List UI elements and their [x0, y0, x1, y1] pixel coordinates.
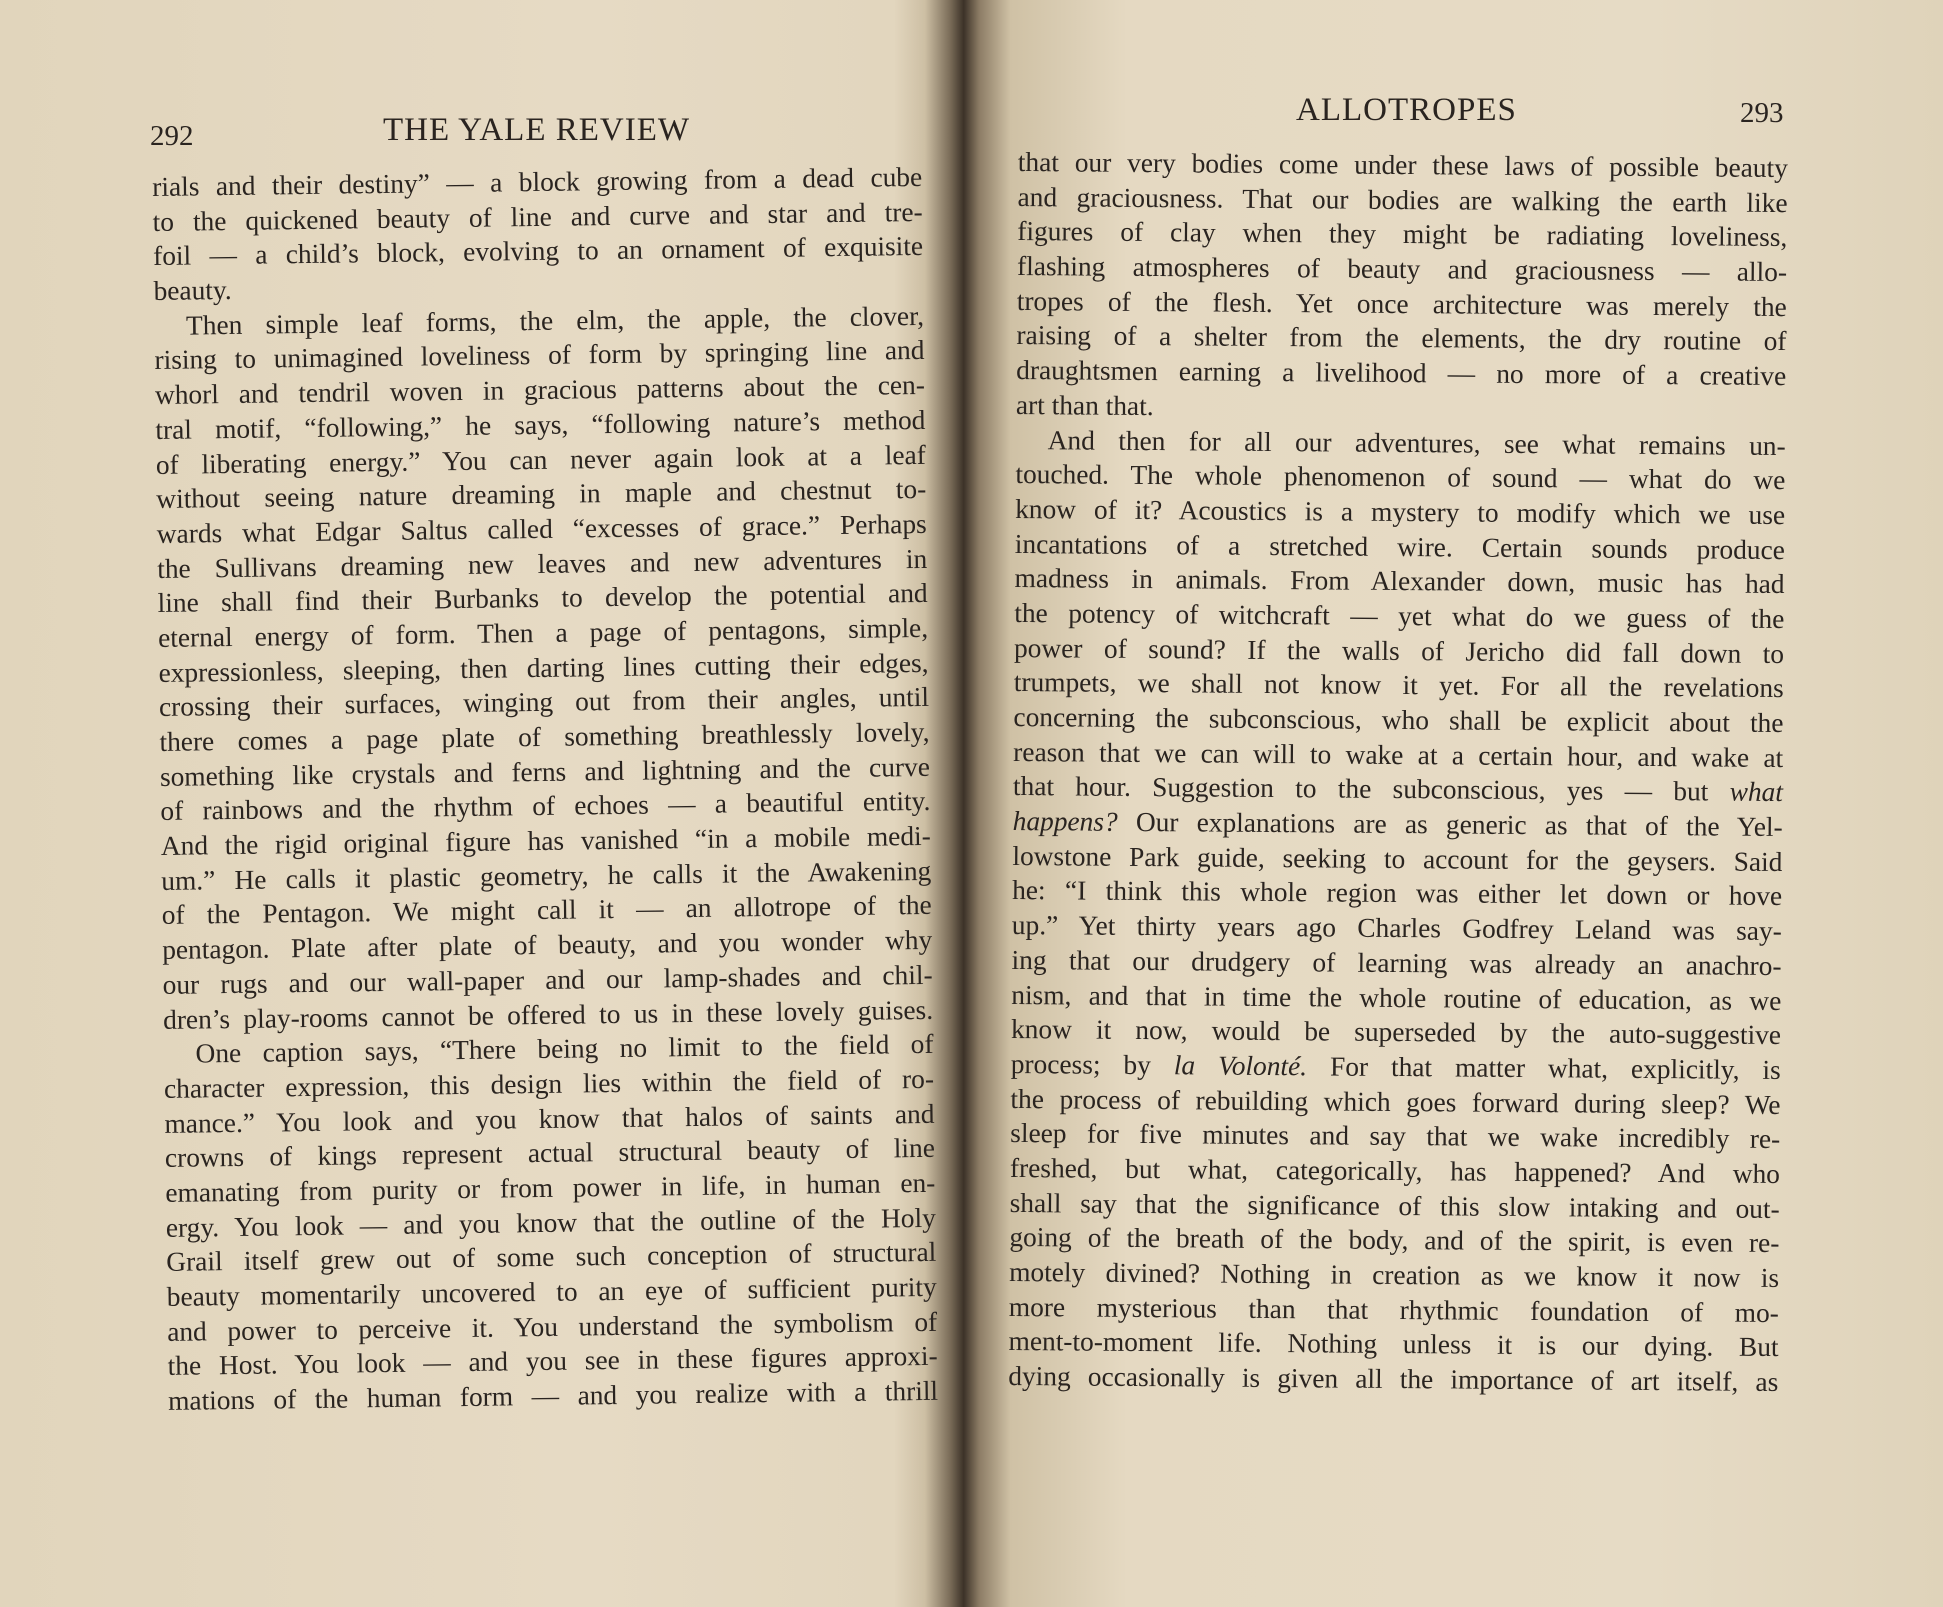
- text-line: madness in animals. From Alexander down, music has had: [1014, 563, 1785, 600]
- text-line: ergy. You look — and you know that the outline of the Holy: [165, 1202, 936, 1243]
- text-line: beauty momentarily uncovered to an eye of sufficient purity: [166, 1271, 937, 1312]
- text-line: more mysterious than that rhythmic foundation of mo-: [1008, 1291, 1779, 1328]
- text-line: the potency of witchcraft — yet what do we guess of the: [1014, 597, 1785, 634]
- text-line: touched. The whole phenomenon of sound — what do we: [1015, 459, 1786, 496]
- text-line: sleep for five minutes and say that we wake incredibly re-: [1010, 1118, 1781, 1155]
- left-page: [0, 0, 960, 1607]
- text-line: of rainbows and the rhythm of echoes — a beautiful entity.: [160, 786, 931, 827]
- text-line: [1011, 1047, 1781, 1088]
- text-line: that our very bodies come under these laws of possible beauty: [1017, 146, 1788, 184]
- text-line: character expression, this design lies within the field of ro-: [163, 1063, 935, 1104]
- text-line: the Sullivans dreaming new leaves and new adventures in: [157, 543, 928, 584]
- text-line: motely divined? Nothing in creation as we know it now is: [1009, 1256, 1780, 1294]
- text-line: he: “I think this whole region was either let down or hove: [1012, 875, 1783, 912]
- text-line: draughtsmen earning a livelihood — no more of a creative: [1016, 355, 1787, 392]
- text-line: um.” He calls it plastic geometry, he calls it the Awakening: [161, 855, 932, 896]
- text-line: beauty.: [153, 275, 232, 307]
- text-line: One caption says, “There being no limit to the field of: [195, 1029, 934, 1069]
- text-line: dying occasionally is given all the importance of art itself, as: [1008, 1361, 1779, 1398]
- text-line: wards what Edgar Saltus called “excesses of grace.” Perhaps: [156, 508, 927, 549]
- text-line: incantations of a stretched wire. Certain sounds produce: [1014, 528, 1785, 565]
- text-line: something like crystals and ferns and lightning and the curve: [159, 751, 931, 792]
- text-line: nism, and that in time the whole routine of education, as we: [1011, 979, 1782, 1016]
- text-line: shall say that the significance of this slow intaking and out-: [1009, 1187, 1780, 1224]
- text-line: And then for all our adventures, see what remains un-: [1047, 424, 1786, 461]
- text-line: know of it? Acoustics is a mystery to modify which we use: [1015, 493, 1786, 530]
- text-line: tropes of the flesh. Yet once architecture was merely the: [1016, 285, 1787, 322]
- text-line: crowns of kings represent actual structural beauty of line: [164, 1133, 936, 1174]
- text-line: without seeing nature dreaming in maple and chestnut to-: [156, 474, 927, 515]
- text-line: expressionless, sleeping, then darting lines cutting their edges,: [158, 647, 929, 688]
- text-line: power of sound? If the walls of Jericho did fall down to: [1013, 632, 1785, 669]
- text-line: eternal energy of form. Then a page of pentagons, simple,: [157, 612, 929, 653]
- text-line: ing that our drudgery of learning was already an anachro-: [1011, 944, 1782, 981]
- text-line: mations of the human form — and you realize with a thrill: [167, 1375, 939, 1416]
- text-line: of the Pentagon. We might call it — an allotrope of the: [161, 890, 932, 931]
- text-line: tral motif, “following,” he says, “following nature’s method: [155, 404, 926, 445]
- right-page: [983, 0, 1943, 1607]
- text-run: that hour. Suggestion to the subconscious, yes — but: [1012, 771, 1730, 807]
- text-line: of liberating energy.” You can never again look at a leaf: [155, 439, 926, 480]
- text-line: dren’s play-rooms cannot be offered to us in these lovely guises.: [162, 994, 934, 1035]
- text-line: the process of rebuilding which goes forward during sleep? We: [1010, 1083, 1781, 1120]
- text-line: figures of clay when they might be radiating loveliness,: [1017, 216, 1788, 253]
- running-head: THE YALE REVIEW: [383, 112, 691, 148]
- text-line: rials and their destiny” — a block growing from a dead cube: [152, 161, 923, 202]
- text-line: And the rigid original figure has vanished “in a mobile medi-: [160, 820, 931, 862]
- text-run: process; by: [1010, 1048, 1174, 1081]
- italic-text: la Volonté.: [1173, 1050, 1308, 1082]
- italic-text: what: [1729, 776, 1784, 808]
- text-line: lowstone Park guide, seeking to account for the geysers. Said: [1012, 840, 1783, 877]
- text-line: pentagon. Plate after plate of beauty, and you wonder why: [162, 924, 933, 966]
- text-line: freshed, but what, categorically, has happened? And who: [1009, 1152, 1781, 1189]
- text-line: there comes a page plate of something breathlessly lovely,: [159, 716, 930, 757]
- text-line: going of the breath of the body, and of the spirit, is even re-: [1009, 1222, 1780, 1259]
- text-line: Then simple leaf forms, the elm, the apple, the clover,: [185, 300, 925, 341]
- text-line: and power to perceive it. You understand the symbolism of: [167, 1306, 938, 1347]
- text-line: flashing atmospheres of beauty and graciousness — allo-: [1016, 251, 1788, 288]
- text-line: up.” Yet thirty years ago Charles Godfrey Leland was say-: [1011, 910, 1782, 947]
- text-run: Our explanations are as generic as that of the Yel-: [1117, 806, 1783, 843]
- text-line: trumpets, we shall not know it yet. For all the revelations: [1013, 667, 1784, 704]
- text-line: foil — a child’s block, evolving to an ornament of exquisite: [152, 231, 924, 272]
- text-line: to the quickened beauty of line and curve and star and tre-: [152, 196, 923, 237]
- text-line: Grail itself grew out of some such conception of structural: [166, 1237, 937, 1278]
- text-line: know it now, would be superseded by the auto-suggestive: [1010, 1014, 1782, 1051]
- text-run: For that matter what, explicitly, is: [1306, 1051, 1781, 1085]
- page-number: 293: [1740, 97, 1784, 129]
- text-line: line shall find their Burbanks to develop the potential and: [157, 578, 928, 619]
- text-line: emanating from purity or from power in life, in human en-: [165, 1167, 936, 1208]
- text-line: rising to unimagined loveliness of form by springing line and: [154, 335, 925, 376]
- text-line: art than that.: [1015, 389, 1154, 421]
- text-line: ment-to-moment life. Nothing unless it is our dying. But: [1008, 1326, 1779, 1363]
- text-line: mance.” You look and you know that halos of saints and: [164, 1098, 935, 1139]
- page-number: 292: [150, 120, 194, 152]
- text-line: reason that we can will to wake at a certain hour, and wake at: [1013, 736, 1784, 773]
- running-head: ALLOTROPES: [1296, 92, 1517, 128]
- body-text: [1008, 145, 1788, 1400]
- text-line: [1013, 804, 1783, 845]
- italic-text: happens?: [1012, 806, 1118, 837]
- text-line: raising of a shelter from the elements, the dry routine of: [1016, 320, 1787, 357]
- text-line: crossing their surfaces, winging out from their angles, until: [158, 682, 930, 723]
- text-line: our rugs and our wall-paper and our lamp-shades and chil-: [162, 959, 933, 1000]
- text-line: concerning the subconscious, who shall be explicit about the: [1013, 701, 1784, 739]
- body-text: [152, 160, 938, 1419]
- text-line: and graciousness. That our bodies are walking the earth like: [1017, 181, 1788, 218]
- text-line: whorl and tendril woven in gracious patterns about the cen-: [154, 370, 926, 411]
- text-line: the Host. You look — and you see in these figures approxi-: [167, 1341, 938, 1382]
